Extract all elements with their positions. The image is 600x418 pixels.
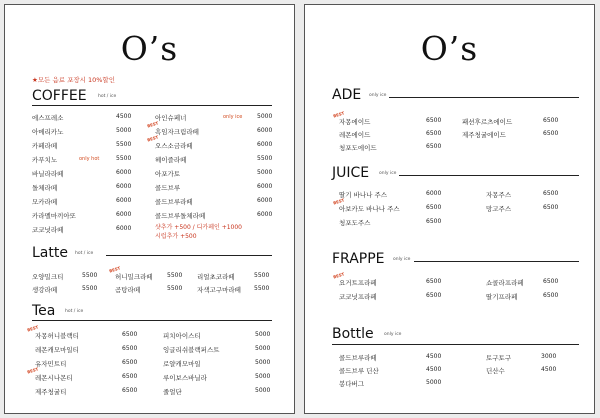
menu-price: 5500 [82,272,98,279]
menu-price: 6500 [543,278,559,285]
menu-price: 4500 [541,366,557,373]
menu-item: 자몽주스 [486,191,512,199]
menu-item: 딸기프라페 [486,293,518,301]
menu-item: 청포도에이드 [339,144,377,152]
section-divider [332,344,579,345]
menu-item: 망고주스 [486,205,512,213]
menu-item: 콜드브루라떼 [339,354,377,362]
menu-price: 5000 [257,169,273,176]
menu-item: 딸기 바나나 주스 [339,191,388,199]
menu-item: 자몽허니블랙티 [35,332,79,340]
menu-price: 5000 [255,331,271,338]
menu-price: 5500 [116,141,132,148]
menu-price: 5000 [255,387,271,394]
menu-price: 6500 [122,345,138,352]
menu-price: 6500 [543,292,559,299]
menu-item: 레몬에이드 [339,131,371,139]
menu-item: 카페라떼 [32,142,58,150]
menu-price: 6500 [426,143,442,150]
section-title: COFFEE [32,88,87,104]
section-title: Tea [32,303,56,319]
menu-item: 에스프레소 [32,114,64,122]
section-coffee [32,88,272,108]
menu-price: 6500 [426,130,442,137]
menu-price: 5000 [255,373,271,380]
best-badge: BEST [108,265,121,274]
menu-price: 5500 [257,155,273,162]
section-title: Bottle [332,326,374,342]
menu-page-left [4,4,295,414]
menu-item: 토구토구 [486,354,512,362]
menu-item: 콜드브루 딘산 [339,367,379,375]
menu-price: 5500 [254,285,270,292]
menu-item-tag: only ice [223,114,243,120]
menu-price: 6000 [257,141,273,148]
menu-item: 레몬시나몬티 [35,374,73,382]
menu-price: 6000 [116,211,132,218]
menu-price: 6500 [122,359,138,366]
section-subtitle: only ice [384,332,402,337]
best-badge: BEST [332,271,345,280]
menu-item: 요거트프라페 [339,279,377,287]
menu-price: 6000 [257,183,273,190]
menu-price: 6000 [116,183,132,190]
section-subtitle: hot / ice [98,94,117,99]
menu-item: 루이보스바닐라 [163,374,207,382]
addon-note: 샷추가 +500 / 디카페인 +1000 [155,224,242,231]
menu-price: 5000 [255,359,271,366]
section-subtitle: hot / ice [65,309,84,314]
menu-price: 6500 [543,130,559,137]
best-badge: BEST [26,366,39,375]
menu-item: 레몬캐모마일티 [35,346,79,354]
section-title: JUICE [332,165,370,181]
section-subtitle: only ice [379,171,397,176]
menu-item: 자몽에이드 [339,118,371,126]
menu-item: 아메리카노 [32,128,64,136]
menu-item: 허니밀크라떼 [115,273,153,281]
section-divider [32,105,272,106]
menu-item: 아보카도 바나나 주스 [339,205,400,213]
menu-item: 아포가토 [155,170,181,178]
menu-item: 곰탕라떼 [115,286,141,294]
best-badge: BEST [26,324,39,333]
menu-item: 오스소금라떼 [155,142,193,150]
menu-price: 6000 [116,225,132,232]
menu-item: 아인슈페너 [155,114,187,122]
menu-item: 유자민트티 [35,360,67,368]
menu-item: 카푸치노 [32,156,58,164]
menu-item: 로얄캐모마일 [163,360,201,368]
menu-item: 헤이즐라떼 [155,156,187,164]
menu-item: 패션후르츠에이드 [462,118,513,126]
menu-price: 5500 [116,155,132,162]
menu-price: 6500 [543,190,559,197]
menu-price: 5000 [116,127,132,134]
menu-price: 6500 [426,278,442,285]
menu-item: 코코넛라떼 [32,226,64,234]
menu-price: 4500 [426,353,442,360]
menu-item: 바닐라라떼 [32,170,64,178]
best-badge: BEST [146,134,159,143]
menu-price: 5000 [426,379,442,386]
menu-item: 오양밀크티 [32,273,64,281]
section-subtitle: only ice [393,257,411,262]
menu-item: 제주청귤에이드 [462,131,506,139]
menu-item: 봉다버그 [339,380,365,388]
menu-price: 5000 [255,345,271,352]
menu-price: 6500 [426,218,442,225]
menu-price: 6000 [426,190,442,197]
best-badge: BEST [332,110,345,119]
menu-item: 콜드브루 [155,184,181,192]
menu-item: 모카라떼 [32,198,58,206]
menu-price: 5500 [254,272,270,279]
addon-note: 시럽추가 +500 [155,233,197,240]
menu-price: 5000 [257,113,273,120]
takeout-discount-notice: ★모든 음료 포장시 10%할인 [32,76,115,84]
menu-price: 6500 [122,373,138,380]
menu-price: 4500 [116,113,132,120]
menu-item: 자색고구마라떼 [197,286,241,294]
menu-price: 6500 [543,204,559,211]
section-title: Latte [32,245,68,261]
menu-price: 6000 [257,197,273,204]
menu-price: 3000 [541,353,557,360]
section-divider [32,320,272,321]
section-latte [32,245,272,265]
section-title: ADE [332,87,362,103]
menu-price: 6500 [426,292,442,299]
section-divider [414,261,579,262]
section-bottle [332,326,579,346]
menu-item: 리얼초코라떼 [197,273,235,281]
best-badge: BEST [332,197,345,206]
menu-item: 제주청귤티 [35,388,67,396]
section-divider [106,255,272,256]
menu-item: 피치아이스티 [163,332,201,340]
menu-item: 카라멜마끼아또 [32,212,76,220]
section-subtitle: hot / ice [75,251,94,256]
menu-price: 6500 [122,331,138,338]
section-ade [332,87,579,107]
menu-price: 5500 [167,272,183,279]
section-frappe [332,251,579,271]
menu-page-right [304,4,595,414]
menu-item: 코코넛프라페 [339,293,377,301]
menu-price: 5500 [82,285,98,292]
menu-price: 6500 [122,387,138,394]
menu-item: 콜드브루돌체라떼 [155,212,206,220]
menu-item: 잉글리쉬블랙퍼스트 [163,346,220,354]
menu-item: 청포도주스 [339,219,371,227]
menu-price: 6500 [543,117,559,124]
menu-item: 쇼콜라프라페 [486,279,524,287]
menu-price: 4500 [426,366,442,373]
section-title: FRAPPE [332,251,385,267]
logo: O’s [120,29,179,68]
menu-item: 콜드브루라떼 [155,198,193,206]
menu-item: 생강라떼 [32,286,58,294]
menu-item-tag: only hot [79,156,100,162]
menu-price: 6000 [116,169,132,176]
menu-price: 6000 [116,197,132,204]
menu-price: 6500 [426,117,442,124]
section-divider [399,175,579,176]
menu-item: 줄얼단 [163,388,182,396]
menu-item: 돌체라떼 [32,184,58,192]
section-tea [32,303,272,323]
menu-price: 5500 [167,285,183,292]
section-subtitle: only ice [369,93,387,98]
menu-item: 딘산수 [486,367,505,375]
best-badge: BEST [146,120,159,129]
menu-price: 6000 [257,211,273,218]
logo: O’s [420,29,479,68]
menu-item: 흑임자크림라떼 [155,128,199,136]
section-divider [389,97,579,98]
section-juice [332,165,579,185]
menu-price: 6000 [257,127,273,134]
menu-price: 6500 [426,204,442,211]
